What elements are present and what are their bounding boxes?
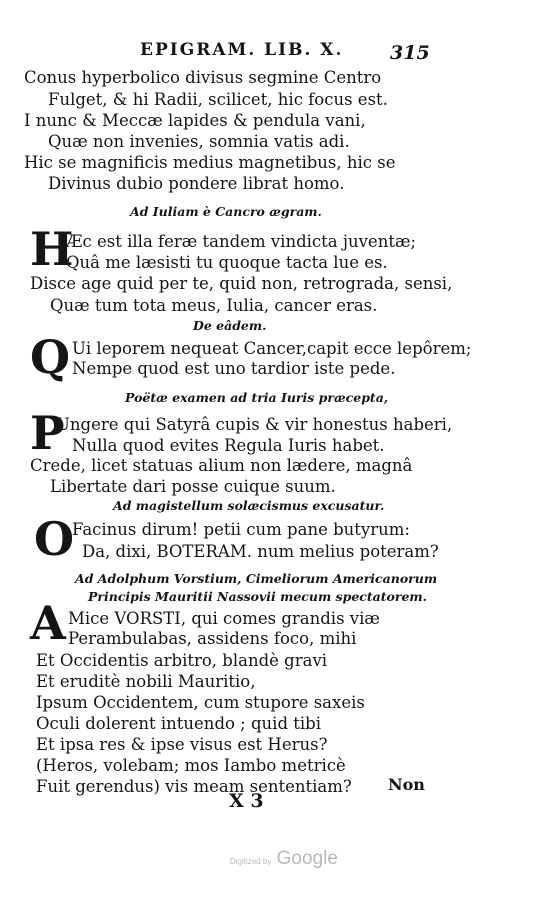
- verse-line: Et Occidentis arbitro, blandè gravi: [36, 651, 328, 670]
- drop-initial: A: [30, 596, 66, 650]
- verse-line: Perambulabas, assidens foco, mihi: [68, 629, 357, 648]
- epigram-title: Ad Iuliam è Cancro ægram.: [130, 204, 322, 219]
- verse-line: Divinus dubio pondere librat homo.: [48, 174, 345, 193]
- verse-line: Fuit gerendus) vis meam sententiam?: [36, 777, 352, 796]
- verse-line: Ipsum Occidentem, cum stupore saxeis: [36, 693, 365, 712]
- verse-line: Mice VORSTI, qui comes grandis viæ: [68, 609, 380, 628]
- epigram-title: Principis Mauritii Nassovii mecum spectatorem.: [88, 589, 427, 604]
- epigram-title: Ad Adolphum Vorstium, Cimeliorum Americanorum: [75, 571, 438, 586]
- verse-line: Facinus dirum! petii cum pane butyrum:: [72, 520, 410, 539]
- signature-mark: X 3: [229, 790, 264, 812]
- verse-line: Hic se magnificis medius magnetibus, hic se: [24, 153, 396, 172]
- verse-line: Quâ me læsisti tu quoque tacta lue es.: [66, 253, 388, 272]
- verse-line: Ui leporem nequeat Cancer,capit ecce lepôrem;: [72, 339, 472, 358]
- verse-line: Crede, licet statuas alium non lædere, magnâ: [30, 456, 413, 475]
- page-number: 315: [390, 42, 430, 64]
- catchword: Non: [388, 775, 425, 794]
- epigram-title: Ad magistellum solæcismus excusatur.: [113, 498, 385, 513]
- verse-line: Ungere qui Satyrâ cupis & vir honestus haberi,: [56, 415, 453, 434]
- verse-line: Quæ tum tota meus, Iulia, cancer eras.: [50, 296, 378, 315]
- verse-line: (Heros, volebam; mos Iambo metricè: [36, 756, 346, 775]
- drop-initial: H: [30, 222, 74, 276]
- running-title: EPIGRAM. LIB. X.: [140, 40, 344, 60]
- verse-line: I nunc & Meccæ lapides & pendula vani,: [24, 111, 366, 130]
- verse-line: Quæ non invenies, somnia vatis adi.: [48, 132, 350, 151]
- verse-line: Et ipsa res & ipse visus est Herus?: [36, 735, 328, 754]
- verse-line: Æc est illa feræ tandem vindicta juventæ;: [66, 232, 417, 251]
- drop-initial: Q: [30, 330, 71, 384]
- verse-line: Disce age quid per te, quid non, retrograda, sensi,: [30, 274, 453, 293]
- epigram-title: De eâdem.: [193, 318, 267, 333]
- drop-initial: O: [34, 512, 75, 566]
- verse-line: Fulget, & hi Radii, scilicet, hic focus est.: [48, 90, 388, 109]
- drop-initial: P: [30, 406, 65, 460]
- watermark-prefix: Digitized by: [230, 857, 272, 866]
- verse-line: Et eruditè nobili Mauritio,: [36, 672, 256, 691]
- verse-line: Oculi dolerent intuendo ; quid tibi: [36, 714, 322, 733]
- verse-line: Nempe quod est uno tardior iste pede.: [72, 359, 396, 378]
- verse-line: Libertate dari posse cuique suum.: [50, 477, 336, 496]
- verse-line: Nulla quod evites Regula Iuris habet.: [72, 436, 385, 455]
- watermark-brand: Google: [276, 848, 338, 869]
- epigram-title: Poëtæ examen ad tria Iuris præcepta,: [125, 390, 389, 405]
- verse-line: Conus hyperbolico divisus segmine Centro: [24, 68, 382, 87]
- digitization-watermark: [230, 848, 338, 870]
- verse-line: Da, dixi, BOTERAM. num melius poteram?: [82, 542, 439, 561]
